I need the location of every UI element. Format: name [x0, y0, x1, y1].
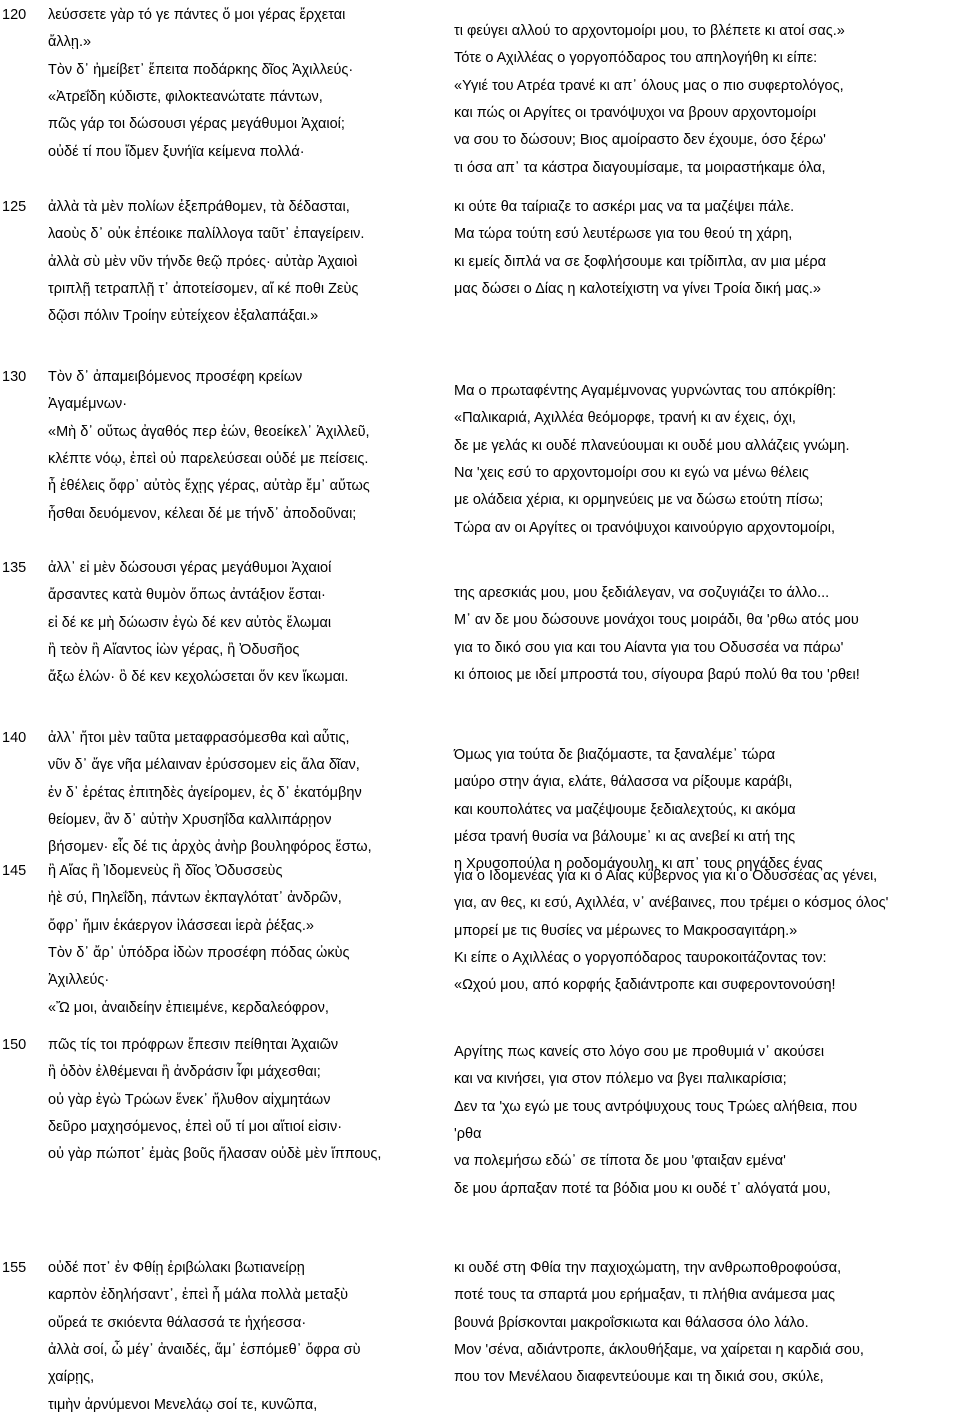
greek-verse-line: νῦν δ᾽ ἄγε νῆα μέλαιναν ἐρύσσομεν εἰς ἅλα δῖαν,: [48, 757, 360, 774]
greek-verse-line: πῶς τίς τοι πρόφρων ἔπεσιν πείθηται Ἀχαιῶν: [48, 1037, 339, 1053]
translation-verse-line: Να 'χεις εσύ το αρχοντομοίρι σου κι εγώ να μένω θέλεις: [454, 464, 809, 481]
translation-verse-line: για, αν θες, κι εσύ, Αχιλλέα, ν᾽ ανέβαινες, που τρέμει ο κόσμος όλος': [454, 895, 889, 912]
line-number: 145: [2, 863, 27, 879]
greek-verse-line: ἄλλῃ.»: [48, 34, 92, 51]
translation-verse-line: βουνά βρίσκονται μακροΐσκιωτα και θάλασσα όλο λάλο.: [454, 1314, 809, 1331]
greek-verse-line: Ἀχιλλεύς·: [48, 972, 110, 989]
translation-verse-line: ποτέ τους τα σπαρτά μου ερήμαξαν, τι πλήθια ανάμεσα μας: [454, 1287, 836, 1304]
greek-verse-line: «Μὴ δ᾽ οὕτως ἀγαθός περ ἐών, θεοείκελ᾽ Ἀχιλλεῦ,: [48, 423, 370, 440]
translation-verse-line: κι ούτε θα ταίριαζε το ασκέρι μας να τα μαζέψει πάλε.: [454, 199, 795, 215]
line-number: 120: [2, 7, 27, 23]
greek-verse-line: λαοὺς δ᾽ οὐκ ἐπέοικε παλίλλογα ταῦτ᾽ ἐπαγείρειν.: [48, 226, 365, 243]
greek-verse-line: χαίρῃς,: [48, 1369, 95, 1386]
greek-verse-line: Ἀγαμέμνων·: [48, 396, 128, 413]
greek-verse-line: Τὸν δ᾽ ἀπαμειβόμενος προσέφη κρείων: [48, 369, 303, 385]
greek-verse-line: οὔρεά τε σκιόεντα θάλασσά τε ἠχήεσσα·: [48, 1314, 307, 1331]
greek-verse-line: ἀλλ᾽ ἤτοι μὲν ταῦτα μεταφρασόμεσθα καὶ αὖτις,: [48, 730, 350, 746]
greek-verse-line: Τὸν δ᾽ ἄρ᾽ ὑπόδρα ἰδὼν προσέφη πόδας ὠκὺς: [48, 944, 350, 961]
greek-verse-line: ἄξω ἑλών· ὃ δέ κεν κεχολώσεται ὅν κεν ἵκωμαι.: [48, 669, 349, 686]
greek-verse-line: οὐδέ τί που ἴδμεν ξυνήϊα κείμενα πολλά·: [48, 143, 305, 160]
translation-verse-line: για ο Ιδομενέας για κι ο Αίας κύβερνος για κι ο Οδυσσέας ας γένει,: [454, 868, 878, 884]
translation-verse-line: μαύρο στην άγια, ελάτε, θάλασσα να ρίξουμε καράβι,: [454, 774, 793, 791]
line-number: 125: [2, 199, 27, 215]
translation-verse-line: και κουπολάτες να μαζέψουμε ξεδιαλεχτούς, κι ακόμα: [454, 801, 796, 818]
translation-verse-line: μέσα τρανή θυσία να βάλουμε᾽ κι ας ανεβεί κι ατή της: [454, 828, 796, 845]
greek-verse-line: τιμὴν ἀρνύμενοι Μενελάῳ σοί τε, κυνῶπα,: [48, 1396, 318, 1413]
line-number: 130: [2, 369, 27, 385]
greek-verse-line: ἦ ἐθέλεις ὄφρ᾽ αὐτὸς ἔχῃς γέρας, αὐτὰρ ἔμ᾽ αὔτως: [48, 478, 370, 495]
translation-verse-line: Όμως για τούτα δε βιαζόμαστε, τα ξαναλέμε᾽ τώρα: [454, 747, 776, 763]
greek-verse-line: «Ἀτρεΐδη κύδιστε, φιλοκτεανώτατε πάντων,: [48, 88, 323, 105]
greek-verse-line: ἠὲ σύ, Πηλεΐδη, πάντων ἐκπαγλότατ᾽ ἀνδρῶν,: [48, 890, 342, 907]
translation-verse-line: τι φεύγει αλλού το αρχοντομοίρι μου, το βλέπετε κι ατοί σας.»: [454, 23, 845, 39]
translation-verse-line: με ολάδεια χέρια, κι ορμηνεύεις με να δώσω ετούτη πίσω;: [454, 492, 824, 509]
greek-verse-line: κλέπτε νόῳ, ἐπεὶ οὐ παρελεύσεαι οὐδέ με πείσεις.: [48, 450, 369, 467]
translation-verse-line: Τώρα αν οι Αργίτες οι τρανόψυχοι καινούργιο αρχοντομοίρι,: [454, 519, 836, 536]
translation-verse-line: κι όποιος με ιδεί μπροστά του, σίγουρα βαρύ πολύ θα του 'ρθει!: [454, 666, 860, 683]
translation-verse-line: Μον 'σένα, αδιάντροπε, άκλουθήξαμε, να χαίρεται η καρδιά σου,: [454, 1341, 864, 1358]
translation-verse-line: μας δώσει ο Δίας η καλοτείχιστη να γίνει Τροία δική μας.»: [454, 280, 821, 297]
translation-verse-line: τι όσα απ᾽ τα κάστρα διαγουμίσαμε, τα μοιραστήκαμε όλα,: [454, 159, 826, 176]
greek-verse-line: ἢ Αἴας ἢ Ἰδομενεὺς ἢ δῖος Ὀδυσσεὺς: [48, 863, 283, 879]
translation-verse-line: Αργίτης πως κανείς στο λόγο σου με προθυμιά ν᾽ ακούσει: [454, 1044, 825, 1060]
greek-verse-line: ἀλλὰ σὺ μὲν νῦν τήνδε θεῷ πρόες· αὐτὰρ Ἀχαιοὶ: [48, 253, 358, 270]
greek-verse-line: οὐ γὰρ πώποτ᾽ ἐμὰς βοῦς ἤλασαν οὐδὲ μὲν ἵππους,: [48, 1146, 382, 1163]
translation-verse-line: Κι είπε ο Αχιλλέας ο γοργοπόδαρος ταυροκοιτάζοντας τον:: [454, 949, 827, 966]
greek-verse-line: οὐ γὰρ ἐγὼ Τρώων ἕνεκ᾽ ἤλυθον αἰχμητάων: [48, 1091, 331, 1108]
translation-verse-line: της αρεσκιάς μου, μου ξεδιάλεγαν, να σοζυγιάζει το άλλο...: [454, 585, 830, 601]
translation-verse-line: 'ρθα: [454, 1125, 482, 1142]
line-number: 135: [2, 560, 27, 576]
line-number: 155: [2, 1260, 27, 1276]
translation-verse-line: μπορεί με τις θυσίες να μέρωνες το Μακροσαγιτάρη.»: [454, 922, 798, 939]
line-number: 140: [2, 730, 27, 746]
translation-verse-line: Δεν τα 'χω εγώ με τους αντρόψυχους τους Τρώες αλήθεια, που: [454, 1098, 858, 1115]
translation-verse-line: να πολεμήσω εδώ᾽ σε τίποτα δε μου 'φταιξαν εμένα': [454, 1153, 786, 1170]
greek-verse-line: λεύσσετε γὰρ τό γε πάντες ὅ μοι γέρας ἔρχεται: [48, 7, 346, 23]
greek-verse-line: ἄρσαντες κατὰ θυμὸν ὅπως ἀντάξιον ἔσται·: [48, 587, 326, 604]
greek-verse-line: δεῦρο μαχησόμενος, ἐπεὶ οὔ τί μοι αἴτιοί εἰσιν·: [48, 1118, 343, 1135]
greek-verse-line: καρπὸν ἐδηλήσαντ᾽, ἐπεὶ ἦ μάλα πολλὰ μεταξὺ: [48, 1287, 349, 1304]
greek-verse-line: ἀλλ᾽ εἰ μὲν δώσουσι γέρας μεγάθυμοι Ἀχαιοί: [48, 560, 332, 576]
greek-verse-line: δῷσι πόλιν Τροίην εὐτείχεον ἐξαλαπάξαι.»: [48, 308, 319, 325]
translation-verse-line: Τότε ο Αχιλλέας ο γοργοπόδαρος του απηλογήθη κι είπε:: [454, 50, 818, 67]
translation-verse-line: η Χρυσοπούλα η ροδομάγουλη, κι απ᾽ τους ρηγάδες ένας: [454, 856, 823, 873]
line-number: 150: [2, 1037, 27, 1053]
greek-verse-line: «Ὤ μοι, ἀναιδείην ἐπιειμένε, κερδαλεόφρον,: [48, 999, 329, 1016]
greek-verse-line: ἧσθαι δευόμενον, κέλεαι δέ με τήνδ᾽ ἀποδοῦναι;: [48, 505, 357, 522]
greek-verse-line: ὄφρ᾽ ἥμιν ἑκάεργον ἱλάσσεαι ἱερὰ ῥέξας.»: [48, 917, 314, 934]
translation-verse-line: δε μου άρπαξαν ποτέ τα βόδια μου κι ουδέ τ᾽ αλόγατά μου,: [454, 1180, 831, 1197]
greek-verse-line: ἢ τεὸν ἢ Αἴαντος ἰὼν γέρας, ἢ Ὀδυσῆος: [48, 641, 300, 658]
translation-verse-line: να σου το δώσουν; Βιος αμοίραστο δεν έχουμε, όσο ξέρω': [454, 132, 826, 149]
translation-verse-line: Μα τώρα τούτη εσύ λευτέρωσε για του θεού τη χάρη,: [454, 226, 793, 243]
translation-verse-line: «Ωχού μου, από κορφής ξαδιάντροπε και συφεροντονούση!: [454, 977, 836, 994]
translation-verse-line: «Παλικαριά, Αχιλλέα θεόμορφε, τρανή κι αν έχεις, όχι,: [454, 410, 796, 427]
translation-verse-line: Μα ο πρωταφέντης Αγαμέμνονας γυρνώντας του απόκρίθη:: [454, 383, 837, 399]
greek-verse-line: Τὸν δ᾽ ἠμείβετ᾽ ἔπειτα ποδάρκης δῖος Ἀχιλλεύς·: [48, 61, 354, 78]
greek-verse-line: πῶς γάρ τοι δώσουσι γέρας μεγάθυμοι Ἀχαιοί;: [48, 116, 345, 133]
greek-verse-line: ἢ ὁδὸν ἐλθέμεναι ἢ ἀνδράσιν ἶφι μάχεσθαι;: [48, 1064, 321, 1081]
greek-verse-line: θείομεν, ἂν δ᾽ αὐτὴν Χρυσηΐδα καλλιπάρῃον: [48, 811, 332, 828]
greek-verse-line: βήσομεν· εἷς δέ τις ἀρχὸς ἀνὴρ βουληφόρος ἔστω,: [48, 839, 372, 856]
translation-verse-line: για το δικό σου για και του Αίαντα για του Οδυσσέα να πάρω': [454, 639, 844, 656]
translation-verse-line: και να κινήσει, για στον πόλεμο να βγει παλικαρίσια;: [454, 1071, 787, 1088]
greek-verse-line: ἐν δ᾽ ἐρέτας ἐπιτηδὲς ἀγείρομεν, ἐς δ᾽ ἑκατόμβην: [48, 784, 362, 801]
translation-verse-line: κι ουδέ στη Φθία την παχιοχώματη, την ανθρωποθροφούσα,: [454, 1260, 842, 1276]
greek-verse-line: εἰ δέ κε μὴ δώωσιν ἐγὼ δέ κεν αὐτὸς ἕλωμαι: [48, 614, 332, 631]
translation-verse-line: «Υγιέ του Ατρέα τρανέ κι απ᾽ όλους μας ο πιο συφερτολόγος,: [454, 77, 844, 94]
greek-verse-line: οὐδέ ποτ᾽ ἐν Φθίῃ ἐριβώλακι βωτιανείρῃ: [48, 1260, 305, 1276]
translation-verse-line: δε με γελάς κι ουδέ πλανεύουμαι κι ουδέ μου αλλάζεις γνώμη.: [454, 437, 850, 454]
greek-verse-line: ἀλλὰ σοί, ὦ μέγ᾽ ἀναιδές, ἅμ᾽ ἑσπόμεθ᾽ ὄφρα σὺ: [48, 1341, 361, 1358]
translation-verse-line: Μ᾽ αν δε μου δώσουνε μονάχοι τους μοιράδι, θα 'ρθω ατός μου: [454, 612, 859, 629]
translation-verse-line: και πώς οι Αργίτες οι τρανόψυχοι να βρουν αρχοντομοίρι: [454, 104, 817, 121]
translation-verse-line: που τον Μενέλαου διαφεντεύουμε και τη δικιά σου, σκύλε,: [454, 1369, 824, 1386]
translation-verse-line: κι εμείς διπλά να σε ξοφλήσουμε και τρίδιπλα, αν μια μέρα: [454, 253, 827, 270]
greek-verse-line: ἀλλὰ τὰ μὲν πολίων ἐξεπράθομεν, τὰ δέδασται,: [48, 199, 350, 215]
greek-verse-line: τριπλῇ τετραπλῇ τ᾽ ἀποτείσομεν, αἴ κέ ποθι Ζεὺς: [48, 280, 359, 297]
